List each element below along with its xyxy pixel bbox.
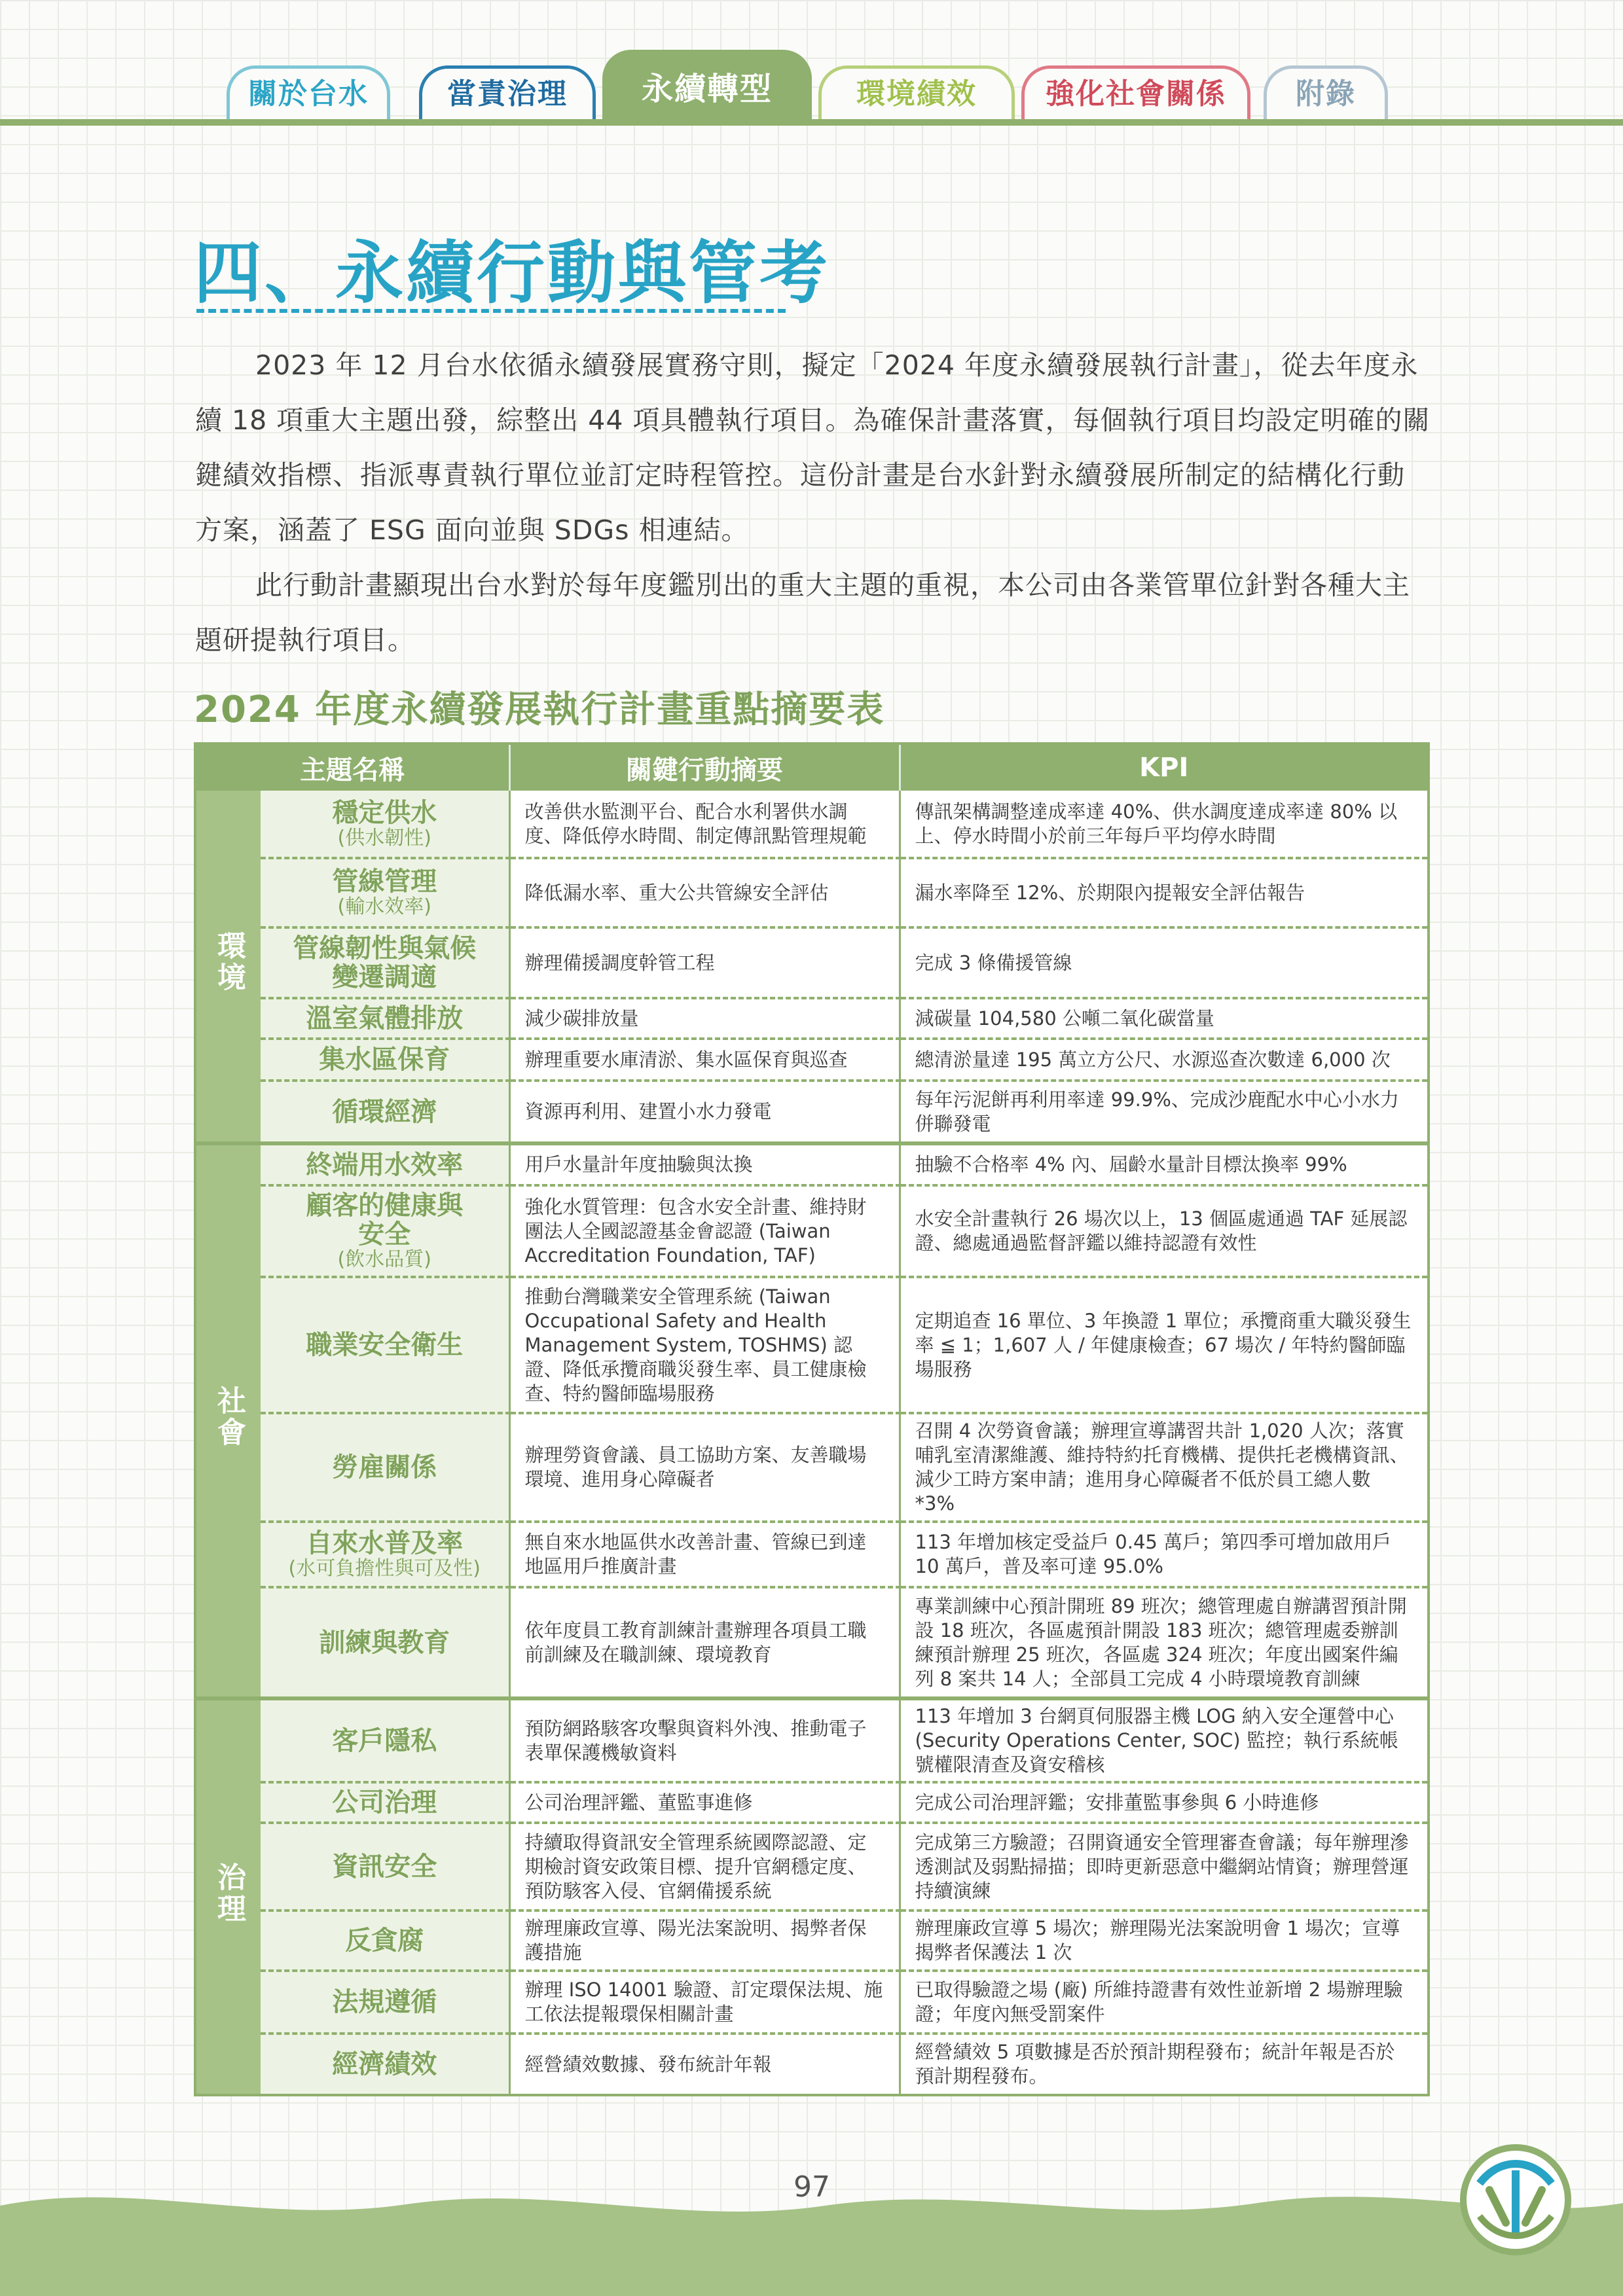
table-row [196, 1587, 1427, 1698]
tab-governance[interactable]: 當責治理 [419, 65, 596, 122]
topic-cell: 顧客的健康與安全 (飲水品質) [261, 1185, 509, 1277]
topic-cell: 溫室氣體排放 [261, 998, 509, 1039]
intro-text [195, 338, 1431, 668]
topic-cell: 勞雇關係 [261, 1413, 509, 1522]
table-row [196, 1277, 1427, 1413]
topic-cell: 管線韌性與氣候變遷調適 [261, 927, 509, 998]
tab-sustainability-transformation[interactable]: 永續轉型 [602, 50, 812, 122]
kpi-cell: 水安全計畫執行 26 場次以上，13 個區處通過 TAF 延展認證、總處通過監督評鑑以維持認證有效性 [900, 1185, 1427, 1277]
table-row [196, 927, 1427, 998]
topic-cell: 資訊安全 [261, 1823, 509, 1910]
topic-cell: 集水區保育 [261, 1039, 509, 1081]
topic-cell: 穩定供水 (供水韌性) [261, 791, 509, 858]
topic-cell: 循環經濟 [261, 1081, 509, 1143]
action-cell: 辦理勞資會議、員工協助方案、友善職場環境、進用身心障礙者 [509, 1413, 900, 1522]
table-row [196, 1039, 1427, 1081]
table-row [196, 998, 1427, 1039]
topic-cell: 公司治理 [261, 1782, 509, 1823]
intro-paragraph-2: 此行動計畫顯現出台水對於每年度鑑別出的重大主題的重視，本公司由各業管單位針對各種大主題研提執行項目。 [195, 569, 1410, 656]
action-cell: 用戶水量計年度抽驗與汰換 [509, 1143, 900, 1185]
kpi-cell: 完成 3 條備援管線 [900, 927, 1427, 998]
table-row [196, 1413, 1427, 1522]
tab-underline [0, 119, 1623, 126]
kpi-cell: 召開 4 次勞資會議；辦理宣導講習共計 1,020 人次；落實哺乳室清潔維護、維持特約托育機構、提供托老機構資訊、減少工時方案申請；進用身心障礙者不低於員工總人數 *3% [900, 1413, 1427, 1522]
kpi-cell: 減碳量 104,580 公噸二氧化碳當量 [900, 998, 1427, 1039]
table-row [196, 1782, 1427, 1823]
table-row [196, 1081, 1427, 1143]
action-cell: 辦理備援調度幹管工程 [509, 927, 900, 998]
action-cell: 辦理 ISO 14001 驗證、訂定環保法規、施工依法提報環保相關計畫 [509, 1971, 900, 2034]
topic-cell: 終端用水效率 [261, 1143, 509, 1185]
kpi-cell: 傳訊架構調整達成率達 40%、供水調度達成率達 80% 以上、停水時間小於前三年每戶平均停水時間 [900, 791, 1427, 858]
topic-cell: 反貪腐 [261, 1910, 509, 1971]
kpi-cell: 經營績效 5 項數據是否於預計期程發布；統計年報是否於預計期程發布。 [900, 2034, 1427, 2094]
kpi-cell: 完成第三方驗證；召開資通安全管理審查會議；每年辦理滲透測試及弱點掃描；即時更新惡意中繼網站情資；辦理營運持續演練 [900, 1823, 1427, 1910]
category-environment: 環境 [196, 791, 261, 1143]
action-cell: 辦理廉政宣導、陽光法案說明、揭弊者保護措施 [509, 1910, 900, 1971]
page-number: 97 [793, 2170, 830, 2204]
topic-cell: 自來水普及率 (水可負擔性與可及性) [261, 1522, 509, 1587]
kpi-cell: 定期追查 16 單位、3 年換證 1 單位；承攬商重大職災發生率 ≦ 1；1,607 人 / 年健康檢查；67 場次 / 年特約醫師臨場服務 [900, 1277, 1427, 1413]
action-cell: 強化水質管理：包含水安全計畫、維持財團法人全國認證基金會認證 (Taiwan Accreditation Foundation, TAF) [509, 1185, 900, 1277]
action-cell: 改善供水監測平台、配合水利署供水調度、降低停水時間、制定傳訊點管理規範 [509, 791, 900, 858]
intro-paragraph-1: 2023 年 12 月台水依循永續發展實務守則，擬定「2024 年度永續發展執行計畫」，從去年度永續 18 項重大主題出發，綜整出 44 項具體執行項目。為確保計畫落實，每個執行項目均設定明確的關鍵績效指標、指派專責執行單位並訂定時程管控。這份計畫是台水針對永續發展所制定的結構化行動方案，涵蓋了 ESG 面向並與 SDGs 相連結。 [195, 350, 1431, 546]
kpi-cell: 抽驗不合格率 4% 內、屆齡水量計目標汰換率 99% [900, 1143, 1427, 1185]
tab-about[interactable]: 關於台水 [227, 65, 390, 122]
table-row [196, 1698, 1427, 1782]
action-cell: 辦理重要水庫清淤、集水區保育與巡查 [509, 1039, 900, 1081]
kpi-cell: 總清淤量達 195 萬立方公尺、水源巡查次數達 6,000 次 [900, 1039, 1427, 1081]
kpi-cell: 完成公司治理評鑑；安排董監事參與 6 小時進修 [900, 1782, 1427, 1823]
action-cell: 降低漏水率、重大公共管線安全評估 [509, 858, 900, 927]
tab-social[interactable]: 強化社會關係 [1021, 65, 1250, 122]
category-governance: 治理 [196, 1698, 261, 2094]
table-title: 2024 年度永續發展執行計畫重點摘要表 [194, 689, 885, 731]
action-cell: 無自來水地區供水改善計畫、管線已到達地區用戶推廣計畫 [509, 1522, 900, 1587]
action-cell: 預防網路駭客攻擊與資料外洩、推動電子表單保護機敏資料 [509, 1698, 900, 1782]
topic-cell: 經濟績效 [261, 2034, 509, 2094]
table-row [196, 1823, 1427, 1910]
action-cell: 持續取得資訊安全管理系統國際認證、定期檢討資安政策目標、提升官網穩定度、預防駭客入侵、官網備援系統 [509, 1823, 900, 1910]
action-cell: 依年度員工教育訓練計畫辦理各項員工職前訓練及在職訓練、環境教育 [509, 1587, 900, 1698]
kpi-cell: 每年污泥餅再利用率達 99.9%、完成沙鹿配水中心小水力併聯發電 [900, 1081, 1427, 1143]
kpi-cell: 已取得驗證之場 (廠) 所維持證書有效性並新增 2 場辦理驗證；年度內無受罰案件 [900, 1971, 1427, 2034]
kpi-cell: 113 年增加 3 台網頁伺服器主機 LOG 納入安全運營中心 (Security Operations Center, SOC) 監控；執行系統帳號權限清查及資安稽核 [900, 1698, 1427, 1782]
topic-cell: 管線管理 (輸水效率) [261, 858, 509, 927]
tab-appendix[interactable]: 附錄 [1264, 65, 1388, 122]
topic-cell: 法規遵循 [261, 1971, 509, 2034]
category-social: 社會 [196, 1143, 261, 1698]
table-row [196, 1971, 1427, 2034]
table-row [196, 1910, 1427, 1971]
table-row [196, 791, 1427, 858]
table-row [196, 1143, 1427, 1185]
table-row [196, 858, 1427, 927]
header-action: 關鍵行動摘要 [509, 745, 900, 791]
action-cell: 資源再利用、建置小水力發電 [509, 1081, 900, 1143]
kpi-cell: 漏水率降至 12%、於期限內提報安全評估報告 [900, 858, 1427, 927]
header-topic: 主題名稱 [196, 745, 509, 791]
summary-table [194, 742, 1430, 2096]
action-cell: 推動台灣職業安全管理系統 (Taiwan Occupational Safety and Health Management System, TOSHMS) 認證、降低承攬商職災發生率、員工健康檢查、特約醫師臨場服務 [509, 1277, 900, 1413]
title-underline [196, 309, 786, 313]
table-row [196, 2034, 1427, 2094]
kpi-cell: 辦理廉政宣導 5 場次；辦理陽光法案說明會 1 場次；宣導揭弊者保護法 1 次 [900, 1910, 1427, 1971]
action-cell: 減少碳排放量 [509, 998, 900, 1039]
section-title: 四、永續行動與管考 [194, 233, 831, 313]
company-logo-icon [1460, 2144, 1571, 2255]
action-cell: 經營績效數據、發布統計年報 [509, 2034, 900, 2094]
table-header-row [196, 745, 1427, 791]
header-kpi: KPI [900, 745, 1427, 791]
topic-cell: 訓練與教育 [261, 1587, 509, 1698]
kpi-cell: 專業訓練中心預計開班 89 班次；總管理處自辦講習預計開設 18 班次，各區處預計開設 183 班次；總管理處委辦訓練預計辦理 25 班次，各區處 324 班次；年度出國案件編列 8 案共 14 人；全部員工完成 4 小時環境教育訓練 [900, 1587, 1427, 1698]
table-row [196, 1185, 1427, 1277]
topic-cell: 職業安全衛生 [261, 1277, 509, 1413]
tab-environment[interactable]: 環境績效 [818, 65, 1015, 122]
topic-cell: 客戶隱私 [261, 1698, 509, 1782]
kpi-cell: 113 年增加核定受益戶 0.45 萬戶；第四季可增加啟用戶 10 萬戶，普及率可達 95.0% [900, 1522, 1427, 1587]
chapter-tab-bar [0, 0, 1623, 131]
action-cell: 公司治理評鑑、董監事進修 [509, 1782, 900, 1823]
table-row [196, 1522, 1427, 1587]
